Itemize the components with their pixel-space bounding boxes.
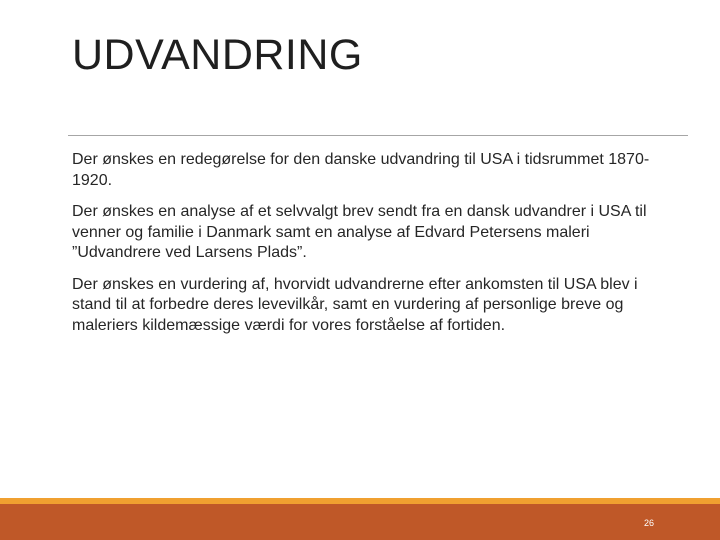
title-divider <box>68 135 688 136</box>
paragraph-1: Der ønskes en redegørelse for den danske udvandring til USA i tidsrummet 1870-1920. <box>72 151 650 189</box>
paragraph-3: Der ønskes en vurdering af, hvorvidt udvandrerne efter ankomsten til USA blev i stand til at forbedre deres levevilkår, samt en vurdering af personlige breve og maleriers kildemæssige værdi for vores forståelse af fortiden. <box>72 275 638 334</box>
footer-bar <box>0 504 720 540</box>
slide-title: UDVANDRING <box>72 31 363 79</box>
slide-number: 26 <box>643 518 654 528</box>
slide-body <box>72 150 662 347</box>
paragraph-2: Der ønskes en analyse af et selvvalgt brev sendt fra en dansk udvandrer i USA til venner og familie i Danmark samt en analyse af Edvard Petersens maleri ”Udvandrere ved Larsens Plads”. <box>72 203 647 261</box>
